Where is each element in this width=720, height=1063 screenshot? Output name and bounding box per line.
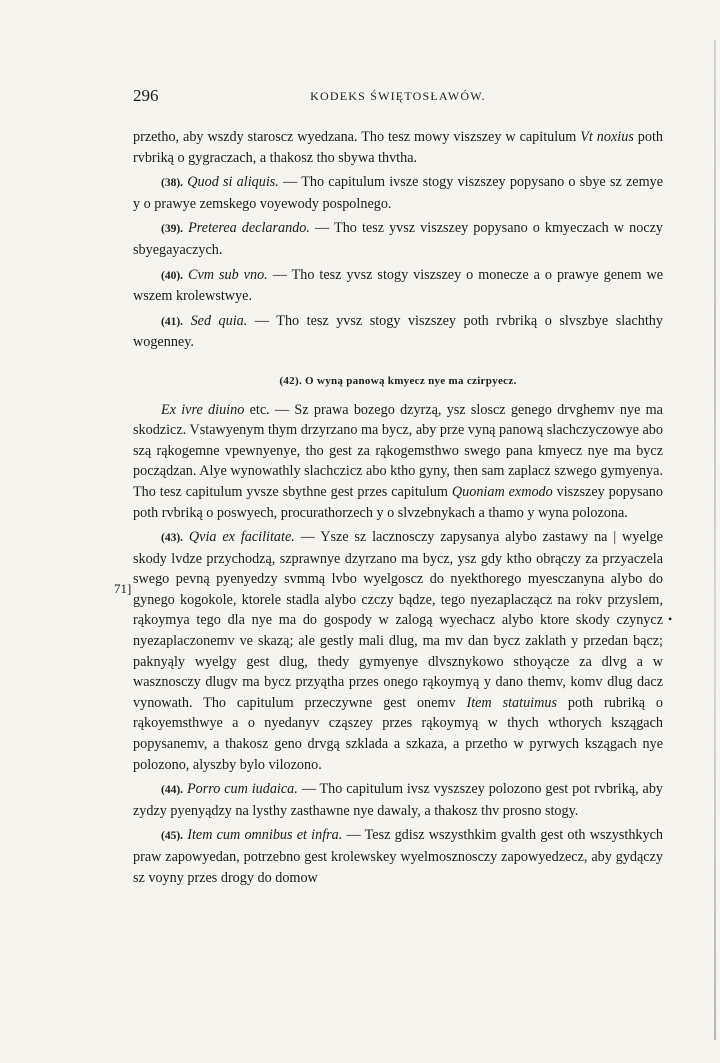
paragraph	[133, 779, 663, 821]
italic-incipit: Porro cum iudaica.	[186, 781, 298, 798]
paragraph-text: — Tho capitulum ivsz vyszszey polozono gest pot rvbriką, aby zydzy pyenyądzy na lysthy zasthawne nye dawaly, a thakosz thv prosno stogy.	[133, 781, 664, 819]
paragraph-text: — Tho capitulum ivsze stogy viszszey popysano o sbye sz zemye y o prawye zemskego voyewody pospolnego.	[133, 174, 663, 212]
margin-line-number: 71]	[114, 581, 132, 596]
paragraph	[133, 527, 663, 775]
paragraph-text: — Tho tesz yvsz viszszey popysano o kmyeczach w noczy sbyegayaczych.	[133, 220, 664, 258]
italic-incipit: Cvm sub vno.	[188, 266, 268, 283]
margin-dot: •	[668, 612, 673, 626]
paragraph-number: (45).	[161, 830, 184, 843]
paragraph-number: (39).	[161, 223, 184, 236]
paragraph-text: — Tho tesz yvsz stogy viszszey poth rvbriką o slvszbye slachthy wogenney.	[133, 312, 663, 351]
italic-incipit: Quoniam exmodo	[451, 483, 553, 500]
page-header	[133, 86, 663, 106]
paragraph	[133, 311, 663, 353]
paragraph	[133, 218, 663, 260]
paragraph-text: — Tesz gdisz wszysthkim gvalth gest oth wszysthkych praw zapowyedan, potrzebno gest krolewskey wyelmosznosczy zapowyedzecz, aby gydączy sz voyny przes drogy do domow	[133, 827, 663, 886]
section-heading: (42). O wyną panową kmyecz nye ma czirpyecz.	[279, 374, 517, 387]
paragraph-text	[183, 313, 191, 329]
paragraph-number: (43).	[161, 532, 184, 545]
paragraph-text: poth rvbriką o gygraczach, a thakosz tho sbywa thvtha.	[133, 129, 664, 166]
paragraph-text: poth rubriką o rąkoyemsthwye a o nyedanyv cząszey przes rąkoymyą w thych wthorych kszągach popysanemv, a thakosz geno drvgą szklada a szkaza, a przetho w pyrwych kszągach nye polozono, alyszby bylo vilozono.	[133, 694, 663, 773]
italic-incipit: Qvia ex facilitate.	[188, 529, 295, 546]
paragraph-number: (40).	[161, 269, 184, 282]
italic-incipit: Quod si aliquis.	[187, 174, 279, 191]
paragraph-number: (41).	[161, 315, 184, 328]
running-title: KODEKS ŚWIĘTOSŁAWÓW.	[310, 89, 486, 103]
paragraph-text: — Ysze sz lacznosczy zapysanya alybo zastawy na | wyelge skody lvdze przychodzą, szprawnye dzyrzano ma bycz, ysz gdy ktho obrączy za przyaczela swego pevną pyenyedzy svmmą lvbo wyelgoscz do nyekthorego myesczanyna alybo do gynego kogokole, ktorele stadla alybo czczy bądze, tego nyezaplacząсz na rokv przyslem, rąkoymya tego dla nye ma do gospody w zalogą wyechacz alybo ktore skody czynycz nyezaplaczonemv ve skazą; ale gestly mali dlug, ma mv dan bycz zaklath y przedan bącz; paknyąly wyelgy gest dlug, thedy gymyenye dlvsznykowo sthoyącze za dlvg a w wasznosczy dlugv ma bycz przyątha przes onego rąkoymyą y dano themv, komv dlug dacz vynowath. Tho capitulum przeczywne gest onemv	[133, 529, 664, 711]
paragraph	[133, 127, 663, 168]
italic-incipit: Item cum omnibus et infra.	[187, 827, 343, 844]
paragraph-number: (44).	[161, 784, 184, 797]
italic-incipit: Item statuimus	[466, 694, 557, 711]
paragraph-group-1	[133, 127, 663, 353]
italic-incipit: Ex ivre diuino	[161, 401, 245, 418]
paragraph	[133, 400, 663, 524]
paragraph-group-2	[133, 400, 663, 889]
page-edge-shadow	[714, 40, 716, 1040]
page-body	[133, 127, 663, 888]
italic-incipit: Vt noxius	[580, 129, 634, 145]
italic-incipit: Sed quia.	[190, 312, 248, 329]
paragraph-text: viszszey popysano poth rvbriką o poswyech, procurathorzech y o slvzebnykach a thamo y wyna polozona.	[133, 483, 663, 521]
paragraph-text: etc. — Sz prawa bozego dzyrzą, ysz slosсz genego drvghemv nye ma skodzicz. Vstawyenym thym drzyrzano ma bycz, aby prze vyną panową slachczyczowye abo szą rąkogemne vpewnyenye, tho gest za rąkogemsthwo swego pana kmyecz nye ma bycz począdzan. Alye wynowathly slachczicz abo ktho gyny, then sam zaplacz szwego gymyenya. Tho tesz capitulum yvsze sbythne gest przes capitulum	[133, 401, 663, 500]
page-number: 296	[133, 86, 159, 105]
paragraph-text: przetho, aby wszdy staroscz wyedzana. Tho tesz mowy viszszey w capitulum	[133, 129, 581, 145]
italic-incipit: Preterea declarando.	[188, 220, 310, 237]
paragraph	[133, 265, 663, 307]
paragraph-text: — Tho tesz yvsz stogy viszszey o moneсze a o prawye genem we wszem krolewstwye.	[133, 266, 664, 305]
paragraph-number: (38).	[161, 177, 184, 190]
paragraph	[133, 825, 663, 888]
paragraph	[133, 172, 663, 214]
